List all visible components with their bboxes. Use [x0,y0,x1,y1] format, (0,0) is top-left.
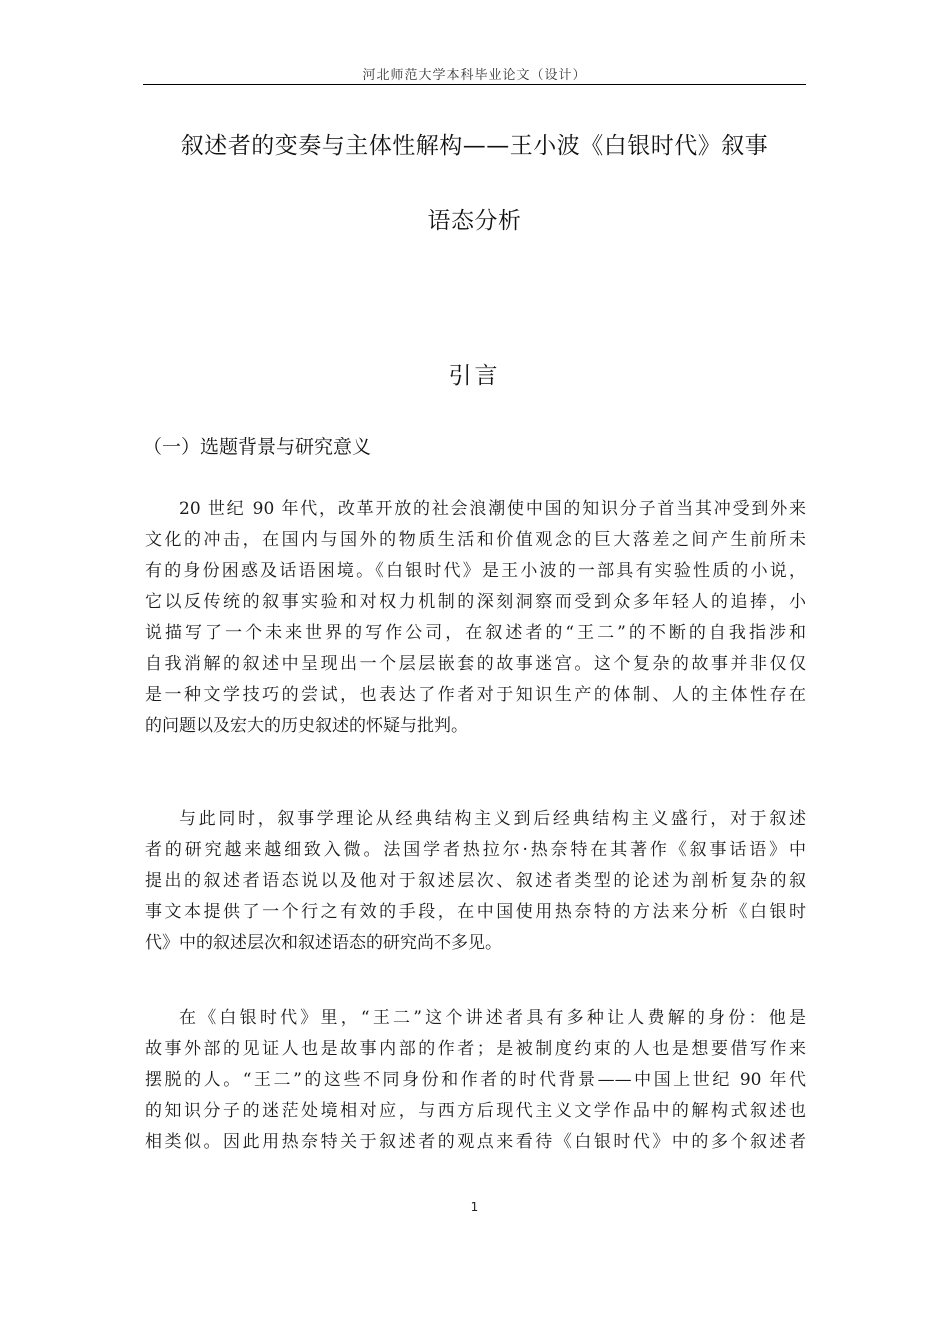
paragraph-line: 的知识分子的迷茫处境相对应，与西方后现代主义文学作品中的解构式叙述也 [145,1101,806,1121]
paragraph-line: 提出的叙述者语态说以及他对于叙述层次、叙述者类型的论述为剖析复杂的叙 [145,871,806,891]
paragraph-line: 它以反传统的叙事实验和对权力机制的深刻洞察而受到众多年轻人的追捧，小 [145,592,806,612]
paragraph-line: 文化的冲击，在国内与国外的物质生活和价值观念的巨大落差之间产生前所未 [145,530,806,550]
paragraph-line: 在《白银时代》里，“王二”这个讲述者具有多种让人费解的身份：他是 [179,1008,806,1028]
paragraph-line: 自我消解的叙述中呈现出一个层层嵌套的故事迷宫。这个复杂的故事并非仅仅 [145,654,806,674]
paragraph-line: 代》中的叙述层次和叙述语态的研究尚不多见。 [145,933,502,953]
paragraph-line: 20 世纪 90 年代，改革开放的社会浪潮使中国的知识分子首当其冲受到外来 [179,499,806,519]
paragraph-line: 摆脱的人。“王二”的这些不同身份和作者的时代背景——中国上世纪 90 年代 [145,1070,806,1090]
paragraph-line: 有的身份困惑及话语困境。《白银时代》是王小波的一部具有实验性质的小说， [145,561,806,581]
section-heading: 引言 [448,363,501,389]
paragraph-line: 说描写了一个未来世界的写作公司，在叙述者的“王二”的不断的自我指涉和 [145,623,806,643]
page-number: 1 [470,1200,479,1214]
paragraph-line: 与此同时，叙事学理论从经典结构主义到后经典结构主义盛行，对于叙述 [179,809,806,829]
paragraph-1 [145,494,806,742]
running-header: 河北师范大学本科毕业论文（设计） [362,68,587,83]
paragraph-line: 者的研究越来越细致入微。法国学者热拉尔·热奈特在其著作《叙事话语》中 [145,840,806,860]
paragraph-line: 相类似。因此用热奈特关于叙述者的观点来看待《白银时代》中的多个叙述者 [145,1132,806,1152]
subsection-heading: （一）选题背景与研究意义 [143,436,372,458]
paragraph-line: 故事外部的见证人也是故事内部的作者；是被制度约束的人也是想要借写作来 [145,1039,806,1059]
paragraph-line: 是一种文学技巧的尝试，也表达了作者对于知识生产的体制、人的主体性存在 [145,685,806,705]
paragraph-line: 的问题以及宏大的历史叙述的怀疑与批判。 [145,716,468,736]
paragraph-line: 事文本提供了一个行之有效的手段，在中国使用热奈特的方法来分析《白银时 [145,902,806,922]
paper-title-line-2: 语态分析 [427,208,522,234]
paragraph-2 [145,804,806,959]
paper-title-line-1: 叙述者的变奏与主体性解构——王小波《白银时代》叙事 [180,133,769,159]
header-rule [143,84,806,85]
paragraph-3 [145,1003,806,1158]
